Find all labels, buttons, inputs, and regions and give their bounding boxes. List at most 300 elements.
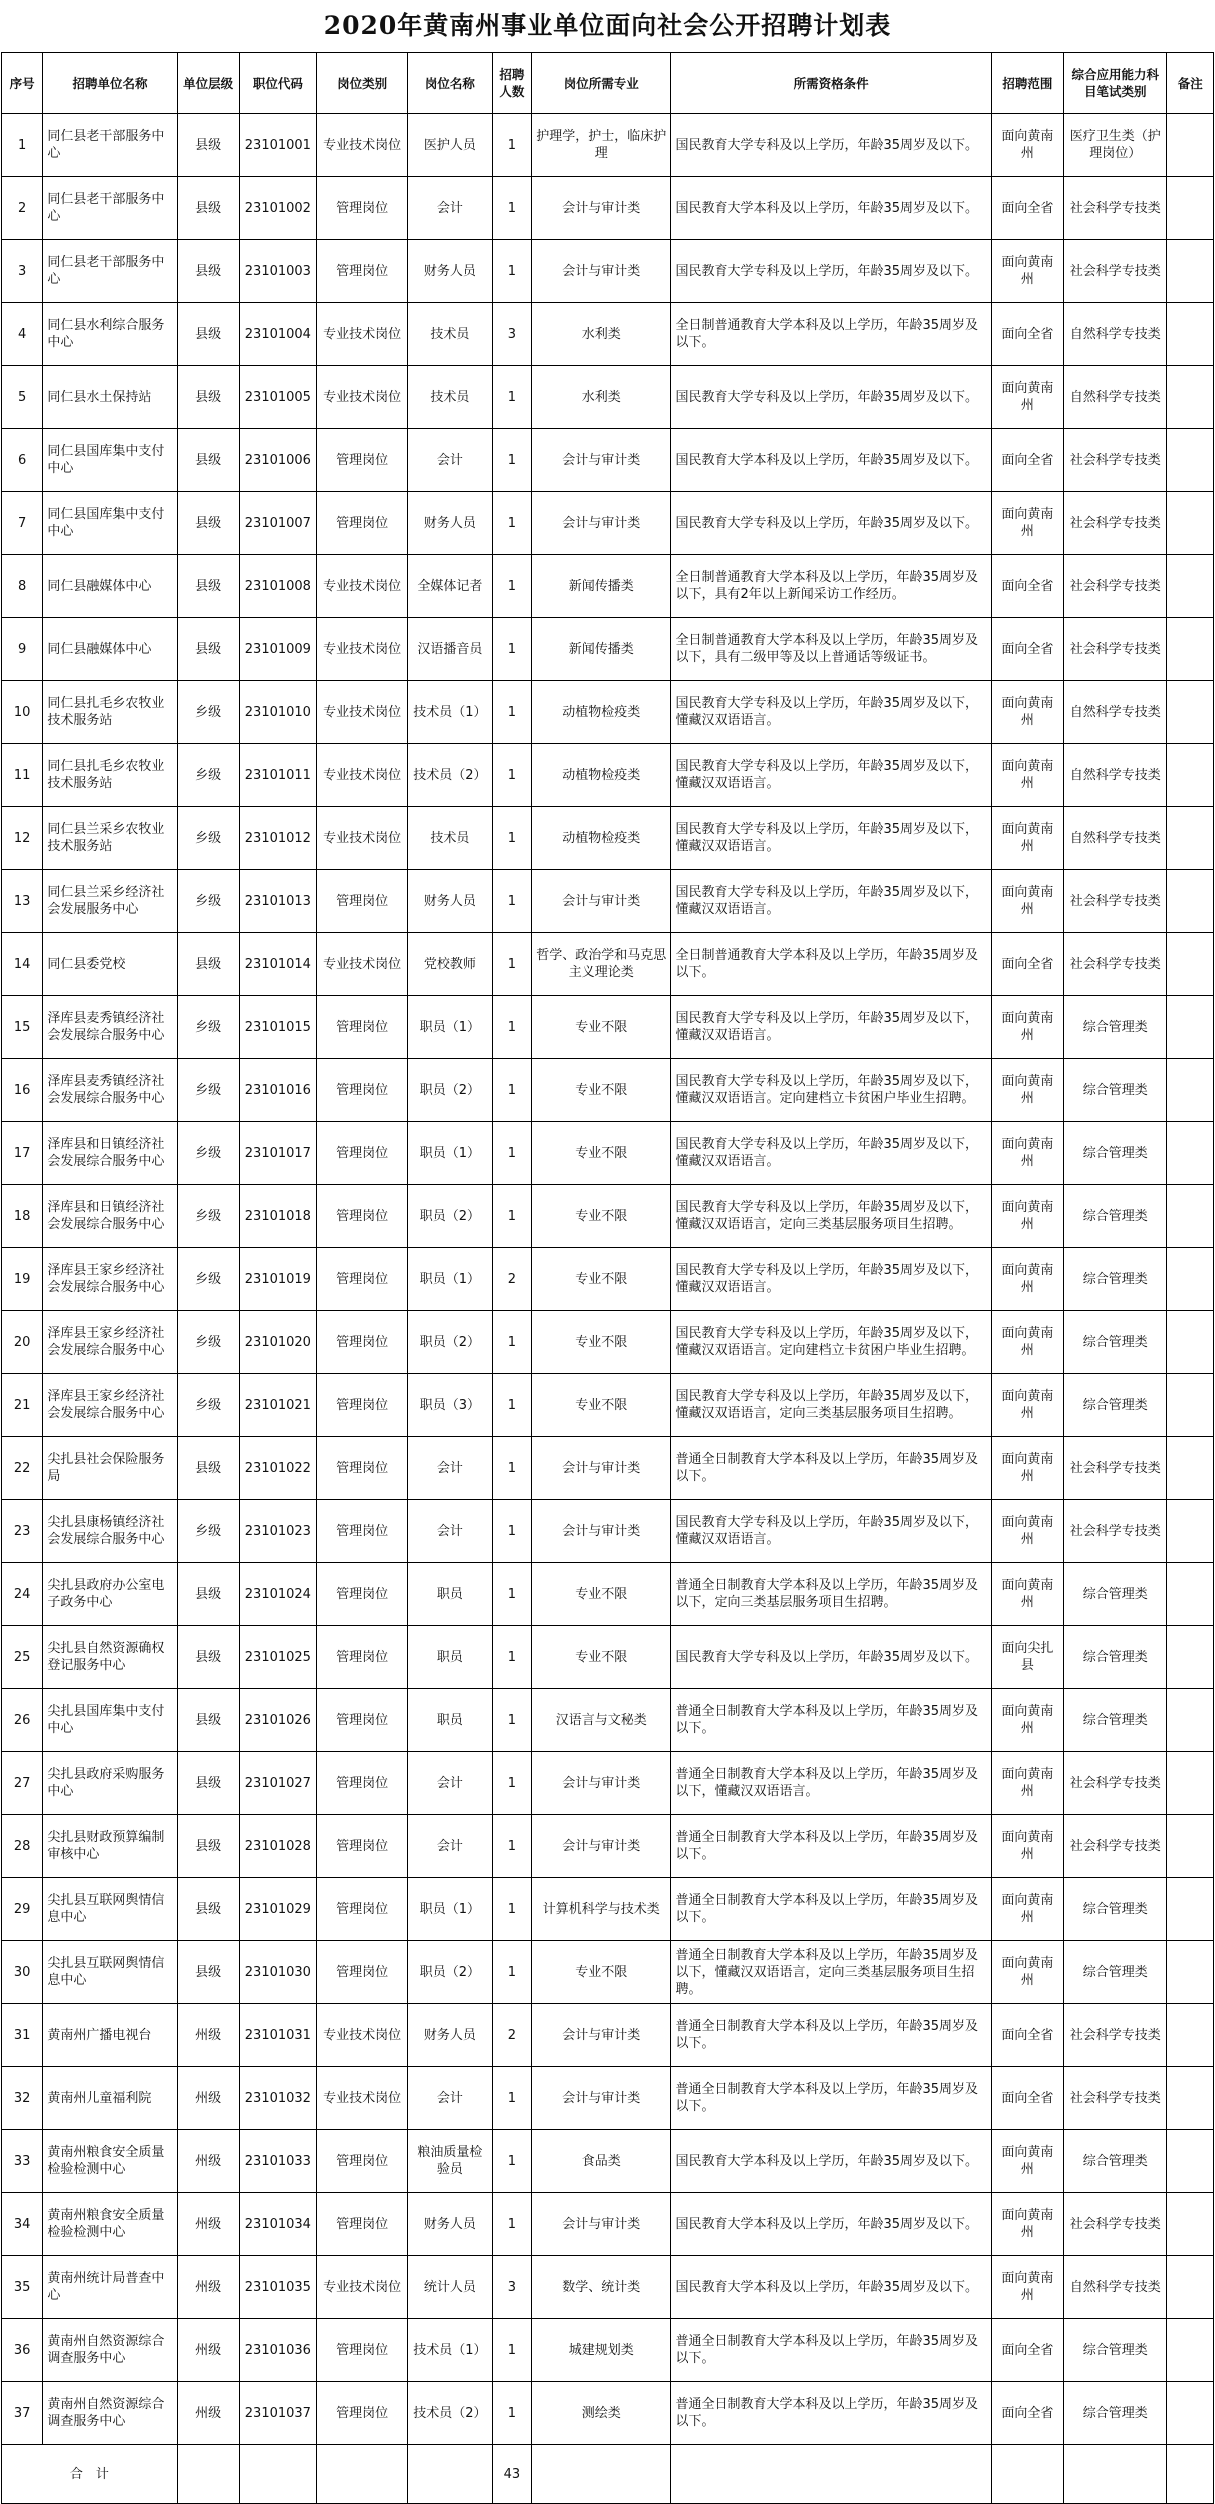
position-code-cell: 23101008	[239, 555, 316, 618]
position-category-cell: 管理岗位	[317, 870, 408, 933]
remarks-cell	[1167, 933, 1214, 996]
exam-category-cell: 综合管理类	[1064, 1122, 1167, 1185]
unit-level-cell: 县级	[177, 933, 239, 996]
remarks-cell	[1167, 2256, 1214, 2319]
unit-level-cell: 县级	[177, 240, 239, 303]
required-major-cell: 护理学，护士，临床护理	[532, 114, 671, 177]
qualification-cell: 国民教育大学专科及以上学历，年龄35周岁及以下。	[671, 114, 991, 177]
recruit-scope-cell: 面向黄南州	[991, 1374, 1063, 1437]
row-number-cell: 10	[2, 681, 43, 744]
position-code-cell: 23101002	[239, 177, 316, 240]
exam-category-cell: 自然科学专技类	[1064, 303, 1167, 366]
recruit-scope-cell: 面向全省	[991, 303, 1063, 366]
unit-level-cell: 县级	[177, 492, 239, 555]
exam-category-cell: 综合管理类	[1064, 1374, 1167, 1437]
table-row	[2, 2319, 1214, 2382]
remarks-cell	[1167, 1941, 1214, 2004]
exam-category-cell: 综合管理类	[1064, 1626, 1167, 1689]
exam-category-cell: 自然科学专技类	[1064, 807, 1167, 870]
table-cell	[1064, 2445, 1167, 2504]
recruit-scope-cell: 面向黄南州	[991, 1185, 1063, 1248]
unit-level-cell: 县级	[177, 1626, 239, 1689]
qualification-cell: 普通全日制教育大学本科及以上学历，年龄35周岁及以下。	[671, 2067, 991, 2130]
position-name-cell: 职员	[408, 1626, 493, 1689]
required-major-cell: 专业不限	[532, 1563, 671, 1626]
remarks-cell	[1167, 2067, 1214, 2130]
recruit-scope-cell: 面向黄南州	[991, 1311, 1063, 1374]
position-name-cell: 职员（1）	[408, 996, 493, 1059]
remarks-cell	[1167, 2130, 1214, 2193]
position-name-cell: 技术员（2）	[408, 744, 493, 807]
row-number-cell: 35	[2, 2256, 43, 2319]
hire-count-cell: 1	[492, 114, 531, 177]
required-major-cell: 会计与审计类	[532, 177, 671, 240]
unit-name-cell: 尖扎县互联网舆情信息中心	[43, 1941, 177, 2004]
position-category-cell: 专业技术岗位	[317, 681, 408, 744]
row-number-cell: 16	[2, 1059, 43, 1122]
qualification-cell: 普通全日制教育大学本科及以上学历，年龄35周岁及以下，懂藏汉双语语言。	[671, 1752, 991, 1815]
table-row	[2, 1941, 1214, 2004]
qualification-cell: 国民教育大学专科及以上学历，年龄35周岁及以下，懂藏汉双语语言。	[671, 744, 991, 807]
unit-level-cell: 乡级	[177, 1059, 239, 1122]
qualification-cell: 国民教育大学专科及以上学历，年龄35周岁及以下，懂藏汉双语语言。定向建档立卡贫困户毕业生招聘。	[671, 1311, 991, 1374]
position-name-cell: 职员（1）	[408, 1878, 493, 1941]
hire-count-cell: 1	[492, 1941, 531, 2004]
required-major-cell: 城建规划类	[532, 2319, 671, 2382]
recruit-scope-cell: 面向黄南州	[991, 1248, 1063, 1311]
position-name-cell: 技术员	[408, 303, 493, 366]
exam-category-cell: 社会科学专技类	[1064, 1815, 1167, 1878]
position-name-cell: 财务人员	[408, 2193, 493, 2256]
qualification-cell: 国民教育大学专科及以上学历，年龄35周岁及以下，懂藏汉双语语言。	[671, 1500, 991, 1563]
recruit-scope-cell: 面向全省	[991, 2067, 1063, 2130]
row-number-cell: 14	[2, 933, 43, 996]
hire-count-cell: 2	[492, 2004, 531, 2067]
required-major-cell: 数学、统计类	[532, 2256, 671, 2319]
recruit-scope-cell: 面向黄南州	[991, 1689, 1063, 1752]
position-category-cell: 管理岗位	[317, 240, 408, 303]
position-name-cell: 会计	[408, 1500, 493, 1563]
required-major-cell: 汉语言与文秘类	[532, 1689, 671, 1752]
header-cell: 招聘人数	[492, 53, 531, 114]
required-major-cell: 动植物检疫类	[532, 681, 671, 744]
recruit-scope-cell: 面向黄南州	[991, 1437, 1063, 1500]
remarks-cell	[1167, 303, 1214, 366]
position-name-cell: 财务人员	[408, 870, 493, 933]
table-row	[2, 2256, 1214, 2319]
row-number-cell: 7	[2, 492, 43, 555]
unit-name-cell: 同仁县国库集中支付中心	[43, 429, 177, 492]
unit-name-cell: 泽库县麦秀镇经济社会发展综合服务中心	[43, 996, 177, 1059]
recruit-scope-cell: 面向黄南州	[991, 1563, 1063, 1626]
position-category-cell: 管理岗位	[317, 1185, 408, 1248]
hire-count-cell: 1	[492, 1500, 531, 1563]
recruit-scope-cell: 面向黄南州	[991, 492, 1063, 555]
qualification-cell: 国民教育大学专科及以上学历，年龄35周岁及以下。	[671, 366, 991, 429]
row-number-cell: 9	[2, 618, 43, 681]
table-row	[2, 492, 1214, 555]
position-code-cell: 23101018	[239, 1185, 316, 1248]
position-code-cell: 23101023	[239, 1500, 316, 1563]
remarks-cell	[1167, 555, 1214, 618]
exam-category-cell: 社会科学专技类	[1064, 1437, 1167, 1500]
required-major-cell: 专业不限	[532, 1374, 671, 1437]
required-major-cell: 专业不限	[532, 1059, 671, 1122]
table-cell	[317, 2445, 408, 2504]
position-name-cell: 统计人员	[408, 2256, 493, 2319]
position-name-cell: 粮油质量检验员	[408, 2130, 493, 2193]
hire-count-cell: 1	[492, 1311, 531, 1374]
recruit-scope-cell: 面向黄南州	[991, 996, 1063, 1059]
table-row	[2, 240, 1214, 303]
recruit-scope-cell: 面向黄南州	[991, 1059, 1063, 1122]
required-major-cell: 专业不限	[532, 996, 671, 1059]
hire-count-cell: 1	[492, 996, 531, 1059]
exam-category-cell: 社会科学专技类	[1064, 240, 1167, 303]
position-name-cell: 职员	[408, 1563, 493, 1626]
header-cell: 综合应用能力科目笔试类别	[1064, 53, 1167, 114]
row-number-cell: 1	[2, 114, 43, 177]
table-row	[2, 744, 1214, 807]
remarks-cell	[1167, 366, 1214, 429]
required-major-cell: 动植物检疫类	[532, 744, 671, 807]
table-row	[2, 1878, 1214, 1941]
hire-count-cell: 1	[492, 429, 531, 492]
hire-count-cell: 1	[492, 933, 531, 996]
required-major-cell: 会计与审计类	[532, 1752, 671, 1815]
remarks-cell	[1167, 996, 1214, 1059]
unit-level-cell: 县级	[177, 1437, 239, 1500]
table-cell	[532, 2445, 671, 2504]
table-row	[2, 1815, 1214, 1878]
position-name-cell: 职员（2）	[408, 1941, 493, 2004]
unit-name-cell: 尖扎县社会保险服务局	[43, 1437, 177, 1500]
required-major-cell: 会计与审计类	[532, 2067, 671, 2130]
position-name-cell: 会计	[408, 177, 493, 240]
exam-category-cell: 综合管理类	[1064, 1563, 1167, 1626]
qualification-cell: 普通全日制教育大学本科及以上学历，年龄35周岁及以下。	[671, 1815, 991, 1878]
qualification-cell: 国民教育大学专科及以上学历，年龄35周岁及以下，懂藏汉双语语言。	[671, 1248, 991, 1311]
recruit-scope-cell: 面向黄南州	[991, 1500, 1063, 1563]
unit-name-cell: 尖扎县互联网舆情信息中心	[43, 1878, 177, 1941]
table-cell	[991, 2445, 1063, 2504]
position-name-cell: 会计	[408, 2067, 493, 2130]
exam-category-cell: 综合管理类	[1064, 2382, 1167, 2445]
qualification-cell: 国民教育大学本科及以上学历，年龄35周岁及以下。	[671, 2130, 991, 2193]
exam-category-cell: 社会科学专技类	[1064, 429, 1167, 492]
qualification-cell: 国民教育大学专科及以上学历，年龄35周岁及以下。	[671, 1626, 991, 1689]
hire-count-cell: 1	[492, 1752, 531, 1815]
unit-level-cell: 县级	[177, 1752, 239, 1815]
required-major-cell: 会计与审计类	[532, 429, 671, 492]
recruit-scope-cell: 面向全省	[991, 2004, 1063, 2067]
header-cell: 序号	[2, 53, 43, 114]
qualification-cell: 国民教育大学专科及以上学历，年龄35周岁及以下，懂藏汉双语语言。	[671, 681, 991, 744]
unit-level-cell: 州级	[177, 2130, 239, 2193]
position-name-cell: 技术员（1）	[408, 681, 493, 744]
recruit-scope-cell: 面向全省	[991, 177, 1063, 240]
unit-name-cell: 泽库县王家乡经济社会发展综合服务中心	[43, 1311, 177, 1374]
recruit-scope-cell: 面向全省	[991, 2319, 1063, 2382]
position-name-cell: 技术员（1）	[408, 2319, 493, 2382]
recruit-scope-cell: 面向黄南州	[991, 1752, 1063, 1815]
position-code-cell: 23101031	[239, 2004, 316, 2067]
unit-name-cell: 同仁县扎毛乡农牧业技术服务站	[43, 681, 177, 744]
header-cell: 岗位类别	[317, 53, 408, 114]
row-number-cell: 23	[2, 1500, 43, 1563]
position-name-cell: 职员（3）	[408, 1374, 493, 1437]
qualification-cell: 普通全日制教育大学本科及以上学历，年龄35周岁及以下，定向三类基层服务项目生招聘。	[671, 1563, 991, 1626]
remarks-cell	[1167, 2004, 1214, 2067]
row-number-cell: 30	[2, 1941, 43, 2004]
qualification-cell: 普通全日制教育大学本科及以上学历，年龄35周岁及以下。	[671, 2319, 991, 2382]
table-cell	[239, 2445, 316, 2504]
table-cell	[1167, 2445, 1214, 2504]
header-cell: 职位代码	[239, 53, 316, 114]
total-label: 合 计	[2, 2445, 178, 2504]
qualification-cell: 国民教育大学专科及以上学历，年龄35周岁及以下。	[671, 492, 991, 555]
table-row	[2, 429, 1214, 492]
exam-category-cell: 综合管理类	[1064, 1689, 1167, 1752]
unit-name-cell: 同仁县水土保持站	[43, 366, 177, 429]
remarks-cell	[1167, 1122, 1214, 1185]
exam-category-cell: 自然科学专技类	[1064, 681, 1167, 744]
table-row	[2, 2382, 1214, 2445]
table-row	[2, 618, 1214, 681]
remarks-cell	[1167, 177, 1214, 240]
hire-count-cell: 1	[492, 1059, 531, 1122]
table-row	[2, 681, 1214, 744]
position-category-cell: 管理岗位	[317, 492, 408, 555]
unit-name-cell: 同仁县扎毛乡农牧业技术服务站	[43, 744, 177, 807]
table-row	[2, 1185, 1214, 1248]
recruit-scope-cell: 面向黄南州	[991, 681, 1063, 744]
table-header-row	[2, 53, 1214, 114]
recruit-scope-cell: 面向黄南州	[991, 114, 1063, 177]
position-category-cell: 管理岗位	[317, 1563, 408, 1626]
position-code-cell: 23101022	[239, 1437, 316, 1500]
row-number-cell: 28	[2, 1815, 43, 1878]
row-number-cell: 19	[2, 1248, 43, 1311]
position-code-cell: 23101006	[239, 429, 316, 492]
table-row	[2, 1752, 1214, 1815]
required-major-cell: 会计与审计类	[532, 240, 671, 303]
position-category-cell: 专业技术岗位	[317, 807, 408, 870]
recruit-scope-cell: 面向黄南州	[991, 744, 1063, 807]
position-category-cell: 专业技术岗位	[317, 555, 408, 618]
position-category-cell: 管理岗位	[317, 1878, 408, 1941]
header-cell: 所需资格条件	[671, 53, 991, 114]
unit-name-cell: 同仁县融媒体中心	[43, 555, 177, 618]
position-code-cell: 23101027	[239, 1752, 316, 1815]
remarks-cell	[1167, 1311, 1214, 1374]
recruit-scope-cell: 面向黄南州	[991, 1122, 1063, 1185]
recruit-scope-cell: 面向黄南州	[991, 2193, 1063, 2256]
exam-category-cell: 自然科学专技类	[1064, 366, 1167, 429]
position-category-cell: 管理岗位	[317, 1059, 408, 1122]
position-code-cell: 23101028	[239, 1815, 316, 1878]
exam-category-cell: 综合管理类	[1064, 1941, 1167, 2004]
unit-name-cell: 黄南州粮食安全质量检验检测中心	[43, 2193, 177, 2256]
recruit-scope-cell: 面向全省	[991, 618, 1063, 681]
position-code-cell: 23101010	[239, 681, 316, 744]
row-number-cell: 24	[2, 1563, 43, 1626]
unit-name-cell: 黄南州统计局普查中心	[43, 2256, 177, 2319]
table-row	[2, 1437, 1214, 1500]
row-number-cell: 18	[2, 1185, 43, 1248]
position-category-cell: 管理岗位	[317, 1437, 408, 1500]
unit-level-cell: 乡级	[177, 681, 239, 744]
table-row	[2, 807, 1214, 870]
required-major-cell: 会计与审计类	[532, 1815, 671, 1878]
recruit-scope-cell: 面向全省	[991, 555, 1063, 618]
unit-level-cell: 县级	[177, 1689, 239, 1752]
position-code-cell: 23101017	[239, 1122, 316, 1185]
hire-count-cell: 1	[492, 177, 531, 240]
qualification-cell: 国民教育大学本科及以上学历，年龄35周岁及以下。	[671, 2256, 991, 2319]
exam-category-cell: 综合管理类	[1064, 996, 1167, 1059]
position-category-cell: 专业技术岗位	[317, 2256, 408, 2319]
position-name-cell: 职员（2）	[408, 1311, 493, 1374]
unit-name-cell: 同仁县融媒体中心	[43, 618, 177, 681]
row-number-cell: 20	[2, 1311, 43, 1374]
qualification-cell: 国民教育大学本科及以上学历，年龄35周岁及以下。	[671, 429, 991, 492]
position-name-cell: 汉语播音员	[408, 618, 493, 681]
hire-count-cell: 1	[492, 1815, 531, 1878]
position-code-cell: 23101004	[239, 303, 316, 366]
position-category-cell: 管理岗位	[317, 177, 408, 240]
header-cell: 招聘范围	[991, 53, 1063, 114]
unit-level-cell: 乡级	[177, 1185, 239, 1248]
position-code-cell: 23101013	[239, 870, 316, 933]
position-category-cell: 管理岗位	[317, 2382, 408, 2445]
hire-count-cell: 1	[492, 2193, 531, 2256]
exam-category-cell: 综合管理类	[1064, 1311, 1167, 1374]
exam-category-cell: 综合管理类	[1064, 1248, 1167, 1311]
required-major-cell: 专业不限	[532, 1941, 671, 2004]
position-code-cell: 23101037	[239, 2382, 316, 2445]
exam-category-cell: 社会科学专技类	[1064, 933, 1167, 996]
remarks-cell	[1167, 2319, 1214, 2382]
position-code-cell: 23101003	[239, 240, 316, 303]
total-row	[2, 2445, 1214, 2504]
header-cell: 岗位名称	[408, 53, 493, 114]
unit-level-cell: 县级	[177, 114, 239, 177]
table-row	[2, 1311, 1214, 1374]
qualification-cell: 国民教育大学本科及以上学历，年龄35周岁及以下。	[671, 177, 991, 240]
remarks-cell	[1167, 1500, 1214, 1563]
qualification-cell: 国民教育大学本科及以上学历，年龄35周岁及以下。	[671, 2193, 991, 2256]
table-row	[2, 1374, 1214, 1437]
hire-count-cell: 1	[492, 807, 531, 870]
remarks-cell	[1167, 1374, 1214, 1437]
row-number-cell: 36	[2, 2319, 43, 2382]
exam-category-cell: 自然科学专技类	[1064, 2256, 1167, 2319]
hire-count-cell: 1	[492, 2382, 531, 2445]
row-number-cell: 13	[2, 870, 43, 933]
row-number-cell: 6	[2, 429, 43, 492]
position-category-cell: 管理岗位	[317, 1752, 408, 1815]
table-row	[2, 1689, 1214, 1752]
required-major-cell: 水利类	[532, 366, 671, 429]
hire-count-cell: 1	[492, 1626, 531, 1689]
table-row	[2, 1122, 1214, 1185]
unit-name-cell: 同仁县委党校	[43, 933, 177, 996]
unit-level-cell: 县级	[177, 1563, 239, 1626]
qualification-cell: 普通全日制教育大学本科及以上学历，年龄35周岁及以下。	[671, 2004, 991, 2067]
table-row	[2, 2004, 1214, 2067]
required-major-cell: 专业不限	[532, 1248, 671, 1311]
required-major-cell: 会计与审计类	[532, 1437, 671, 1500]
table-row	[2, 2193, 1214, 2256]
row-number-cell: 8	[2, 555, 43, 618]
hire-count-cell: 1	[492, 240, 531, 303]
remarks-cell	[1167, 870, 1214, 933]
hire-count-cell: 1	[492, 870, 531, 933]
qualification-cell: 普通全日制教育大学本科及以上学历，年龄35周岁及以下。	[671, 1878, 991, 1941]
row-number-cell: 33	[2, 2130, 43, 2193]
unit-name-cell: 黄南州粮食安全质量检验检测中心	[43, 2130, 177, 2193]
unit-level-cell: 县级	[177, 618, 239, 681]
exam-category-cell: 社会科学专技类	[1064, 177, 1167, 240]
recruit-scope-cell: 面向黄南州	[991, 807, 1063, 870]
unit-name-cell: 同仁县兰采乡经济社会发展服务中心	[43, 870, 177, 933]
row-number-cell: 34	[2, 2193, 43, 2256]
recruit-scope-cell: 面向黄南州	[991, 1878, 1063, 1941]
row-number-cell: 32	[2, 2067, 43, 2130]
position-name-cell: 职员	[408, 1689, 493, 1752]
hire-count-cell: 3	[492, 303, 531, 366]
unit-name-cell: 泽库县麦秀镇经济社会发展综合服务中心	[43, 1059, 177, 1122]
unit-level-cell: 县级	[177, 1941, 239, 2004]
remarks-cell	[1167, 1437, 1214, 1500]
exam-category-cell: 综合管理类	[1064, 2130, 1167, 2193]
recruit-scope-cell: 面向黄南州	[991, 240, 1063, 303]
remarks-cell	[1167, 1752, 1214, 1815]
qualification-cell: 普通全日制教育大学本科及以上学历，年龄35周岁及以下。	[671, 1689, 991, 1752]
position-name-cell: 技术员	[408, 366, 493, 429]
required-major-cell: 测绘类	[532, 2382, 671, 2445]
unit-level-cell: 县级	[177, 177, 239, 240]
unit-name-cell: 同仁县老干部服务中心	[43, 240, 177, 303]
required-major-cell: 会计与审计类	[532, 492, 671, 555]
row-number-cell: 37	[2, 2382, 43, 2445]
unit-name-cell: 泽库县和日镇经济社会发展综合服务中心	[43, 1122, 177, 1185]
required-major-cell: 会计与审计类	[532, 2193, 671, 2256]
exam-category-cell: 社会科学专技类	[1064, 492, 1167, 555]
row-number-cell: 22	[2, 1437, 43, 1500]
position-code-cell: 23101033	[239, 2130, 316, 2193]
position-code-cell: 23101024	[239, 1563, 316, 1626]
position-name-cell: 职员（1）	[408, 1248, 493, 1311]
unit-name-cell: 泽库县王家乡经济社会发展综合服务中心	[43, 1374, 177, 1437]
exam-category-cell: 社会科学专技类	[1064, 618, 1167, 681]
position-name-cell: 会计	[408, 1815, 493, 1878]
qualification-cell: 国民教育大学专科及以上学历，年龄35周岁及以下，懂藏汉双语语言。定向建档立卡贫困户毕业生招聘。	[671, 1059, 991, 1122]
row-number-cell: 25	[2, 1626, 43, 1689]
required-major-cell: 会计与审计类	[532, 870, 671, 933]
position-category-cell: 管理岗位	[317, 1689, 408, 1752]
unit-name-cell: 尖扎县国库集中支付中心	[43, 1689, 177, 1752]
exam-category-cell: 社会科学专技类	[1064, 1752, 1167, 1815]
qualification-cell: 国民教育大学专科及以上学历，年龄35周岁及以下，懂藏汉双语语言，定向三类基层服务项目生招聘。	[671, 1185, 991, 1248]
recruit-scope-cell: 面向全省	[991, 933, 1063, 996]
position-code-cell: 23101007	[239, 492, 316, 555]
hire-count-cell: 1	[492, 1437, 531, 1500]
remarks-cell	[1167, 2193, 1214, 2256]
unit-level-cell: 县级	[177, 366, 239, 429]
position-code-cell: 23101005	[239, 366, 316, 429]
